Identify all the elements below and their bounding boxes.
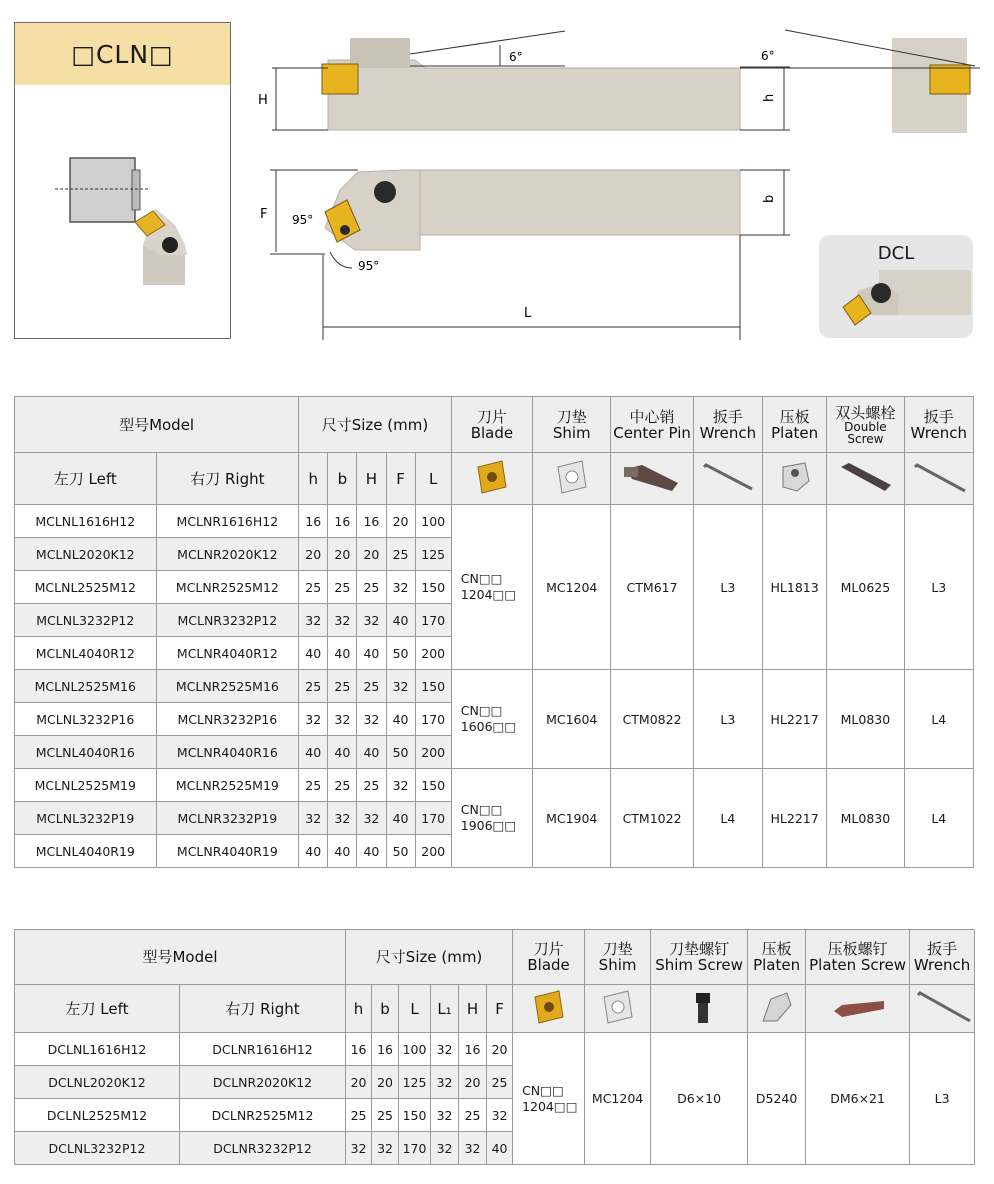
wrench-2-spec: L4 [904, 769, 973, 868]
table-cell: 32 [431, 1132, 459, 1165]
table-cell: 16 [299, 505, 328, 538]
table-cell: 32 [328, 604, 357, 637]
blade-insert-icon [451, 453, 532, 505]
table-cell: 200 [415, 835, 451, 868]
header-text: Shim [552, 423, 591, 442]
header-text: Wrench [910, 423, 968, 442]
table-row [15, 397, 974, 453]
part-icon [674, 987, 724, 1027]
table-cell: 25 [386, 538, 415, 571]
table-cell: 150 [415, 769, 451, 802]
shim-screw-icon [651, 985, 748, 1033]
header-size: 尺寸Size (mm) [299, 397, 452, 453]
wrench-spec: L3 [910, 1033, 975, 1165]
table-cell: 32 [386, 769, 415, 802]
center-pin-spec: CTM1022 [611, 769, 693, 868]
dim-label-b: b [762, 194, 777, 203]
wrench-spec: L4 [693, 769, 762, 868]
part-icon [529, 987, 569, 1027]
wrench-spec: L3 [693, 505, 762, 670]
table-cell: 16 [459, 1033, 487, 1066]
header-wrench-2 [904, 397, 973, 453]
toolholder-thumbnail-drawing [15, 85, 230, 338]
header-platen [748, 930, 806, 985]
table-row-right: MCLNR2525M16 [156, 670, 299, 703]
shim-spec: MC1204 [533, 505, 611, 670]
header-center-pin [611, 397, 693, 453]
table-row-right: MCLNR2525M19 [156, 769, 299, 802]
table-cell: 20 [328, 538, 357, 571]
wrench-icon [910, 985, 975, 1033]
header-text: Wrench [913, 956, 971, 974]
dcl-label: DCL [877, 243, 915, 264]
subheader-L: L [415, 453, 451, 505]
table-cell: 40 [328, 835, 357, 868]
table-cell: 200 [415, 736, 451, 769]
header-text: Wrench [699, 423, 757, 442]
table-row-left: MCLNL3232P12 [15, 604, 157, 637]
table-cell: 16 [346, 1033, 372, 1066]
table-cell: 32 [431, 1066, 459, 1099]
table-cell: 32 [346, 1132, 372, 1165]
table-cell: 40 [299, 637, 328, 670]
header-text: 1606□□ [460, 719, 517, 734]
shim-spec: MC1604 [533, 670, 611, 769]
header-model: 型号Model [15, 397, 299, 453]
table-row-right: DCLNR2525M12 [180, 1099, 346, 1132]
table-cell: 25 [346, 1099, 372, 1132]
table-cell: 100 [399, 1033, 431, 1066]
table-cell: 32 [386, 571, 415, 604]
part-icon [598, 987, 638, 1027]
table-row-right: DCLNR2020K12 [180, 1066, 346, 1099]
platen-screw-icon [806, 985, 910, 1033]
table-cell: 150 [399, 1099, 431, 1132]
mcln-spec-table [14, 396, 974, 868]
angle-label-95-bottom: 95° [358, 259, 380, 273]
header-text: Blade [527, 956, 570, 974]
header-text: 刀片 [476, 407, 507, 426]
subheader-b: b [372, 985, 399, 1033]
header-text: Center Pin [613, 423, 691, 442]
table-cell: 32 [299, 703, 328, 736]
table-cell: 40 [487, 1132, 513, 1165]
subheader-H: H [459, 985, 487, 1033]
shim-icon [585, 985, 651, 1033]
subheader-right: 右刀 Right [180, 985, 346, 1033]
table-cell: 50 [386, 736, 415, 769]
platen-spec: HL2217 [763, 670, 827, 769]
part-icon [835, 457, 895, 497]
dim-label-H: H [258, 93, 268, 108]
header-text: 刀垫 [556, 407, 587, 426]
table-row-left: MCLNL4040R16 [15, 736, 157, 769]
table-cell: 32 [357, 604, 386, 637]
table-row-right: DCLNR3232P12 [180, 1132, 346, 1165]
table-row-right: MCLNR3232P19 [156, 802, 299, 835]
platen-spec: HL2217 [763, 769, 827, 868]
table-cell: 40 [299, 835, 328, 868]
header-platen-screw [806, 930, 910, 985]
table-cell: 20 [346, 1066, 372, 1099]
table-row-left: DCLNL3232P12 [15, 1132, 180, 1165]
table-row-right: MCLNR1616H12 [156, 505, 299, 538]
part-icon [622, 457, 682, 497]
angle-label-top-left: 6° [509, 50, 523, 64]
table-row [15, 1033, 975, 1066]
table-row-right: MCLNR4040R19 [156, 835, 299, 868]
table-cell: 32 [372, 1132, 399, 1165]
table-cell: 32 [386, 670, 415, 703]
platen-spec: HL1813 [763, 505, 827, 670]
table-cell: 32 [357, 703, 386, 736]
table-row-left: DCLNL2525M12 [15, 1099, 180, 1132]
header-shim [533, 397, 611, 453]
table-cell: 20 [299, 538, 328, 571]
header-text: 刀垫螺钉 [669, 940, 730, 958]
subheader-h: h [346, 985, 372, 1033]
header-text: 1906□□ [460, 818, 517, 833]
subheader-F: F [487, 985, 513, 1033]
center-pin-spec: CTM617 [611, 505, 693, 670]
table-row [15, 769, 974, 802]
center-pin-spec: CTM0822 [611, 670, 693, 769]
table-cell: 25 [328, 670, 357, 703]
table-cell: 25 [357, 571, 386, 604]
header-text: Double [844, 419, 887, 434]
header-text: Blade [470, 423, 514, 442]
part-icon [552, 457, 592, 497]
part-icon [828, 987, 888, 1027]
table-cell: 32 [487, 1099, 513, 1132]
header-blade [451, 397, 532, 453]
table-cell: 40 [386, 703, 415, 736]
double-screw-spec: ML0830 [827, 670, 904, 769]
header-text: Shim [598, 956, 637, 974]
table-cell: 25 [487, 1066, 513, 1099]
subheader-L: L [399, 985, 431, 1033]
double-screw-spec: ML0625 [827, 505, 904, 670]
shim-spec: MC1204 [585, 1033, 651, 1165]
table-cell: 40 [386, 604, 415, 637]
double-screw-spec: ML0830 [827, 769, 904, 868]
table-cell: 16 [328, 505, 357, 538]
subheader-left: 左刀 Left [15, 985, 180, 1033]
header-text: 刀片 [533, 940, 564, 958]
table-cell: 32 [431, 1099, 459, 1132]
header-shim [585, 930, 651, 985]
table-cell: 40 [357, 736, 386, 769]
table-cell: 25 [372, 1099, 399, 1132]
table-row [15, 670, 974, 703]
table-cell: 150 [415, 670, 451, 703]
part-icon [757, 987, 797, 1027]
table-cell: 40 [357, 835, 386, 868]
wrench-icon [693, 453, 762, 505]
table-cell: 40 [328, 736, 357, 769]
table-row [15, 985, 975, 1033]
table-cell: 150 [415, 571, 451, 604]
table-row-left: MCLNL2525M19 [15, 769, 157, 802]
table-cell: 170 [415, 802, 451, 835]
shim-spec: MC1904 [533, 769, 611, 868]
wrench-2-spec: L3 [904, 505, 973, 670]
blade-spec [513, 1033, 585, 1165]
wrench-spec: L3 [693, 670, 762, 769]
angle-label-top-right: 6° [761, 49, 775, 63]
table-cell: 32 [299, 802, 328, 835]
dcln-spec-table [14, 929, 975, 1165]
table-cell: 125 [399, 1066, 431, 1099]
header-wrench [910, 930, 975, 985]
header-blade [513, 930, 585, 985]
blade-spec [451, 670, 532, 769]
header-text: 中心销 [629, 407, 675, 426]
table-row-right: MCLNR3232P16 [156, 703, 299, 736]
table-cell: 32 [328, 703, 357, 736]
part-icon [909, 457, 969, 497]
blade-spec [451, 769, 532, 868]
blade-insert-icon [513, 985, 585, 1033]
header-text: CN□□ [460, 571, 503, 586]
header-text: 扳手 [923, 407, 954, 426]
header-text: 扳手 [712, 407, 743, 426]
table-cell: 40 [299, 736, 328, 769]
table-cell: 32 [459, 1132, 487, 1165]
table-cell: 170 [399, 1132, 431, 1165]
table-row-left: DCLNL2020K12 [15, 1066, 180, 1099]
header-text: Platen Screw [809, 956, 907, 974]
header-double-screw [827, 397, 904, 453]
subheader-right: 右刀 Right [156, 453, 299, 505]
table-cell: 170 [415, 604, 451, 637]
wrench-2-spec: L4 [904, 670, 973, 769]
header-text: 1204□□ [522, 1098, 578, 1114]
table-cell: 32 [431, 1033, 459, 1066]
table-row-right: MCLNR2525M12 [156, 571, 299, 604]
table-cell: 25 [357, 670, 386, 703]
table-cell: 25 [328, 769, 357, 802]
table-cell: 25 [459, 1099, 487, 1132]
header-text: CN□□ [460, 802, 503, 817]
table-cell: 20 [372, 1066, 399, 1099]
subheader-left: 左刀 Left [15, 453, 157, 505]
header-platen [763, 397, 827, 453]
part-icon [775, 457, 815, 497]
toolholder-thumbnail [14, 85, 231, 339]
table-cell: 200 [415, 637, 451, 670]
header-text: 1204□□ [460, 587, 517, 602]
shim-screw-spec: D6×10 [651, 1033, 748, 1165]
header-text: CN□□ [522, 1082, 564, 1098]
table-cell: 25 [299, 670, 328, 703]
page-title: □CLN□ [14, 22, 231, 87]
dim-label-F: F [260, 207, 268, 222]
table-cell: 25 [299, 571, 328, 604]
table-row-left: MCLNL4040R12 [15, 637, 157, 670]
table-cell: 170 [415, 703, 451, 736]
header-text: 压板螺钉 [827, 940, 888, 958]
header-text: 双头螺栓 [835, 403, 896, 422]
platen-screw-spec: DM6×21 [806, 1033, 910, 1165]
table-cell: 40 [357, 637, 386, 670]
table-row-left: MCLNL2525M12 [15, 571, 157, 604]
table-row-right: MCLNR4040R12 [156, 637, 299, 670]
table-row-left: DCLNL1616H12 [15, 1033, 180, 1066]
table-row-right: DCLNR1616H12 [180, 1033, 346, 1066]
header-text: 压板 [779, 407, 810, 426]
part-icon [698, 457, 758, 497]
table-cell: 32 [299, 604, 328, 637]
header-text: CN□□ [460, 703, 503, 718]
header-wrench [693, 397, 762, 453]
table-cell: 32 [357, 802, 386, 835]
table-row-right: MCLNR2020K12 [156, 538, 299, 571]
subheader-H: H [357, 453, 386, 505]
angle-label-95-left: 95° [292, 213, 314, 227]
dim-label-L: L [524, 306, 532, 321]
table-row [15, 930, 975, 985]
table-cell: 20 [487, 1033, 513, 1066]
header-text: Screw [847, 431, 884, 446]
table-cell: 100 [415, 505, 451, 538]
header-text: 刀垫 [602, 940, 633, 958]
platen-icon [748, 985, 806, 1033]
table-cell: 16 [372, 1033, 399, 1066]
table-cell: 25 [299, 769, 328, 802]
table-row-right: MCLNR3232P12 [156, 604, 299, 637]
wrench-icon-2 [904, 453, 973, 505]
header-model: 型号Model [15, 930, 346, 985]
header-text: 压板 [761, 940, 792, 958]
shim-icon [533, 453, 611, 505]
table-row [15, 453, 974, 505]
platen-spec: D5240 [748, 1033, 806, 1165]
table-cell: 40 [386, 802, 415, 835]
subheader-h: h [299, 453, 328, 505]
table-cell: 125 [415, 538, 451, 571]
subheader-L1: L₁ [431, 985, 459, 1033]
platen-icon [763, 453, 827, 505]
table-row-left: MCLNL4040R19 [15, 835, 157, 868]
blade-spec [451, 505, 532, 670]
subheader-F: F [386, 453, 415, 505]
part-icon [472, 457, 512, 497]
header-shim-screw [651, 930, 748, 985]
table-cell: 50 [386, 637, 415, 670]
table-row-left: MCLNL3232P19 [15, 802, 157, 835]
table-cell: 32 [328, 802, 357, 835]
header-size: 尺寸Size (mm) [346, 930, 513, 985]
double-screw-icon [827, 453, 904, 505]
dim-label-h: h [762, 93, 777, 102]
table-cell: 25 [328, 571, 357, 604]
table-cell: 50 [386, 835, 415, 868]
header-text: Platen [771, 423, 819, 442]
table-cell: 20 [357, 538, 386, 571]
table-row-left: MCLNL2020K12 [15, 538, 157, 571]
table-cell: 25 [357, 769, 386, 802]
center-pin-icon [611, 453, 693, 505]
header-text: Shim Screw [655, 956, 743, 974]
table-row-left: MCLNL3232P16 [15, 703, 157, 736]
table-row-right: MCLNR4040R16 [156, 736, 299, 769]
part-icon [912, 987, 972, 1027]
table-cell: 40 [328, 637, 357, 670]
table-cell: 20 [386, 505, 415, 538]
table-cell: 16 [357, 505, 386, 538]
table-row-left: MCLNL2525M16 [15, 670, 157, 703]
header-text: 扳手 [927, 940, 958, 958]
subheader-b: b [328, 453, 357, 505]
table-row [15, 505, 974, 538]
table-row-left: MCLNL1616H12 [15, 505, 157, 538]
header-text: Platen [753, 956, 801, 974]
table-cell: 20 [459, 1066, 487, 1099]
